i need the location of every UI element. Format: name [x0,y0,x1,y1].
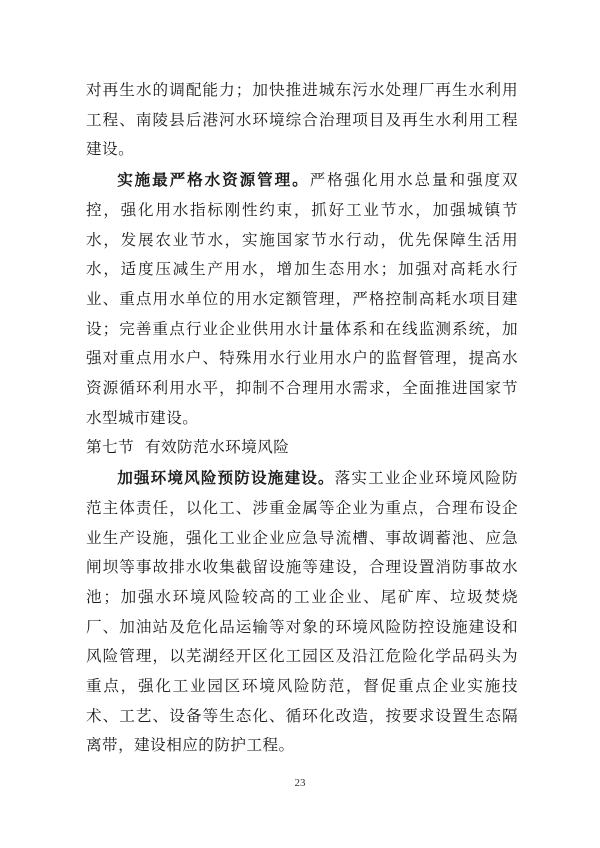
paragraph-continued [86,76,518,165]
document-body [86,76,518,761]
paragraph-text: 对再生水的调配能力；加快推进城东污水处理厂再生水利用工程、南陵县后港河水环境综合治理项目及再生水利用工程建设。 [86,81,518,159]
page-number: 23 [294,777,306,789]
paragraph-lead-heading: 实施最严格水资源管理。 [117,170,310,190]
paragraph-lead-heading: 加强环境风险预防设施建设。 [117,468,335,488]
section-heading: 第七节 有效防范水环境风险 [86,438,290,457]
paragraph-water-resource-management [86,165,518,433]
paragraph-text: 落实工业企业环境风险防范主体责任，以化工、涉重金属等企业为重点，合理布设企业生产设施，强化工业企业应急导流槽、事故调蓄池、应急闸坝等事故排水收集截留设施等建设，合理设置消防事故水池；加强水环境风险较高的工业企业、尾矿库、垃圾焚烧厂、加油站及危化品运输等对象的环境风险防控设施建设和风险管理，以芜湖经开区化工园区及沿江危险化学品码头为重点，强化工业园区环境风险防范，督促重点企业实施技术、工艺、设备等生态化、循环化改造，按要求设置生态隔离带，建设相应的防护工程。 [86,469,519,755]
paragraph-risk-prevention [86,463,518,761]
paragraph-text: 严格强化用水总量和强度双控，强化用水指标刚性约束，抓好工业节水，加强城镇节水，发展农业节水，实施国家节水行动，优先保障生活用水，适度压减生产用水，增加生态用水；加强对高耗水行业、重点用水单位的用水定额管理，严格控制高耗水项目建设；完善重点行业企业供用水计量体系和在线监测系统，加强对重点用水户、特殊用水行业用水户的监督管理，提高水资源循环利用水平，抑制不合理用水需求，全面推进国家节水型城市建设。 [86,171,519,427]
